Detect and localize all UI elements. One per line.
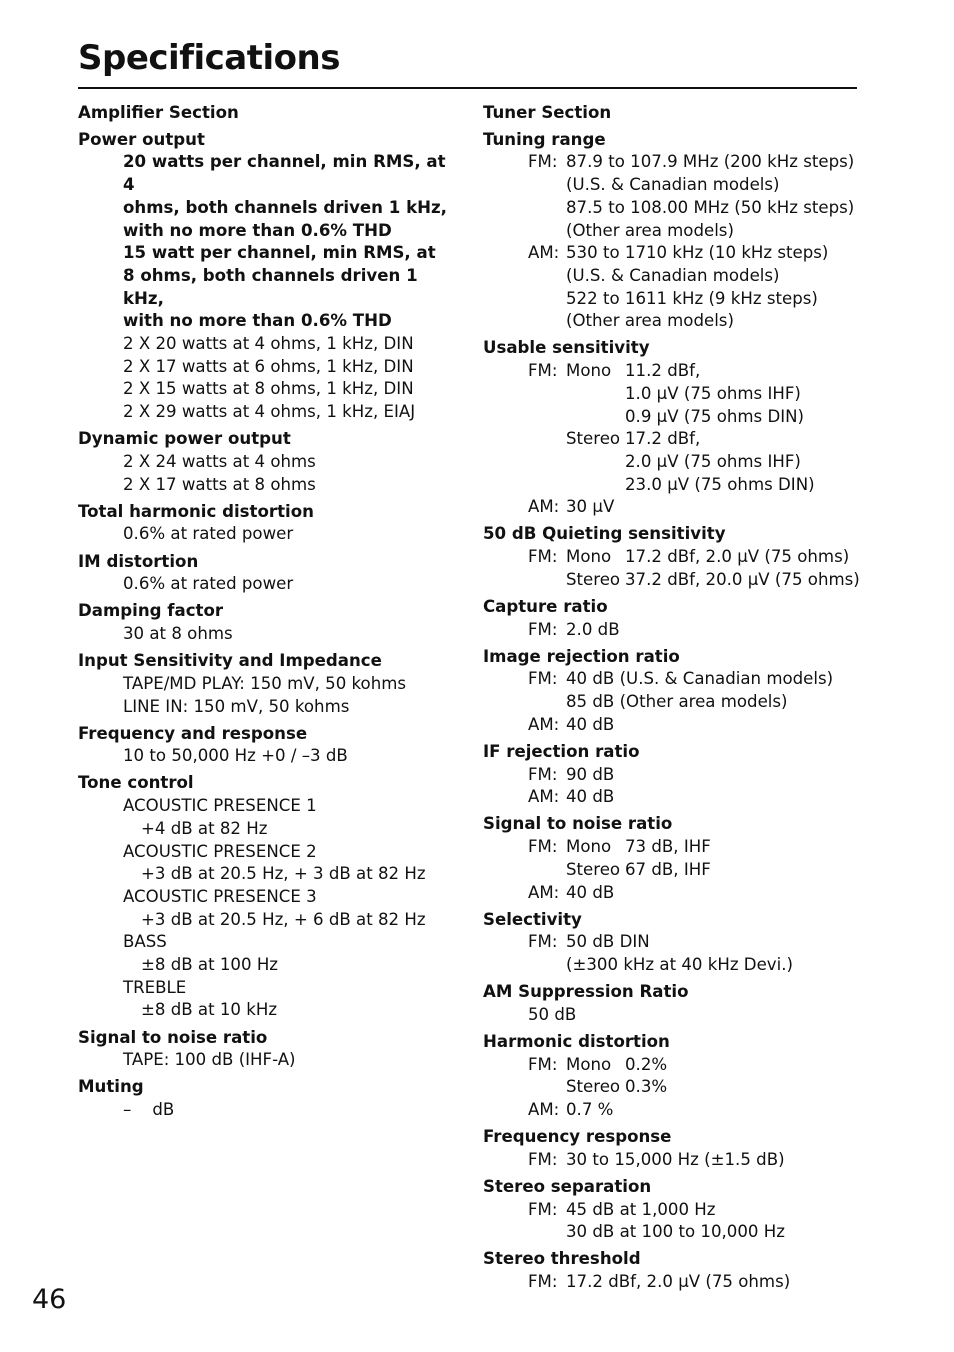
spec-heading: Power output xyxy=(78,129,205,149)
spec-value: with no more than 0.6% THD xyxy=(123,311,392,331)
spec-value: 37.2 dBf, 20.0 µV (75 ohms) xyxy=(625,569,860,589)
spec-value: 40 dB xyxy=(566,882,615,902)
spec-value: – dB xyxy=(123,1100,175,1120)
band-label: AM: xyxy=(528,1100,560,1120)
spec-value: (Other area models) xyxy=(566,311,734,331)
spec-value: 50 dB xyxy=(528,1004,577,1024)
band-label: FM: xyxy=(528,152,558,172)
spec-muting xyxy=(78,1076,458,1121)
spec-value: 10 to 50,000 Hz +0 / –3 dB xyxy=(123,746,348,766)
spec-tuner-signal-noise xyxy=(483,813,883,904)
spec-row xyxy=(483,1054,883,1077)
spec-row xyxy=(483,151,883,174)
band-label: FM: xyxy=(528,619,558,639)
spec-value: 30 to 15,000 Hz (±1.5 dB) xyxy=(566,1149,785,1169)
spec-value: (U.S. & Canadian models) xyxy=(566,175,780,195)
spec-value: 87.5 to 108.00 MHz (50 kHz steps) xyxy=(566,197,855,217)
spec-value: (Other area models) xyxy=(566,220,734,240)
spec-usable-sensitivity xyxy=(483,337,883,519)
spec-row xyxy=(483,764,883,787)
spec-value: +4 dB at 82 Hz xyxy=(141,818,268,838)
spec-value: 2.0 dB xyxy=(566,619,620,639)
tuner-section xyxy=(483,102,883,1298)
band-label: AM: xyxy=(528,243,560,263)
spec-value: 30 at 8 ohms xyxy=(123,624,233,644)
spec-row xyxy=(483,931,883,954)
spec-value: ACOUSTIC PRESENCE 1 xyxy=(123,796,317,816)
band-label: FM: xyxy=(528,669,558,689)
spec-value: 73 dB, IHF xyxy=(625,837,711,857)
band-label: FM: xyxy=(528,1054,558,1074)
spec-value: 67 dB, IHF xyxy=(625,859,711,879)
spec-value: 2 X 29 watts at 4 ohms, 1 kHz, EIAJ xyxy=(123,402,416,422)
spec-row xyxy=(483,496,883,519)
spec-value: LINE IN: 150 mV, 50 kohms xyxy=(123,696,350,716)
spec-value: 1.0 µV (75 ohms IHF) xyxy=(625,383,801,403)
spec-value: BASS xyxy=(123,932,167,952)
page-title: Specifications xyxy=(78,38,340,78)
spec-row xyxy=(483,836,883,859)
spec-row xyxy=(483,428,883,451)
spec-value: 530 to 1710 kHz (10 kHz steps) xyxy=(566,243,829,263)
spec-row xyxy=(483,714,883,737)
spec-heading: Capture ratio xyxy=(483,596,608,616)
spec-value: 2 X 24 watts at 4 ohms xyxy=(123,451,316,471)
band-label: AM: xyxy=(528,497,560,517)
spec-harmonic-distortion xyxy=(483,1031,883,1122)
spec-heading: Total harmonic distortion xyxy=(78,501,314,521)
spec-value: +3 dB at 20.5 Hz, + 6 dB at 82 Hz xyxy=(141,909,426,929)
spec-heading: AM Suppression Ratio xyxy=(483,982,689,1002)
mode-label: Stereo xyxy=(566,1077,621,1097)
spec-value: TREBLE xyxy=(123,977,187,997)
spec-dynamic-power xyxy=(78,428,458,496)
spec-value: 8 ohms, both channels driven 1 kHz, xyxy=(123,265,418,308)
spec-heading: IF rejection ratio xyxy=(483,741,640,761)
band-label: FM: xyxy=(528,1199,558,1219)
spec-value: (U.S. & Canadian models) xyxy=(566,265,780,285)
spec-value: 2 X 20 watts at 4 ohms, 1 kHz, DIN xyxy=(123,334,414,354)
spec-row xyxy=(483,668,883,691)
spec-im-distortion xyxy=(78,551,458,596)
spec-heading: 50 dB Quieting sensitivity xyxy=(483,524,726,544)
spec-row xyxy=(483,1271,883,1294)
spec-value: +3 dB at 20.5 Hz, + 3 dB at 82 Hz xyxy=(141,864,426,884)
spec-heading: Harmonic distortion xyxy=(483,1031,670,1051)
spec-row xyxy=(483,1199,883,1222)
spec-signal-noise xyxy=(78,1027,458,1072)
spec-heading: Signal to noise ratio xyxy=(483,814,673,834)
spec-value: 23.0 µV (75 ohms DIN) xyxy=(625,474,815,494)
spec-value: with no more than 0.6% THD xyxy=(123,220,392,240)
band-label: FM: xyxy=(528,764,558,784)
spec-row xyxy=(483,360,883,383)
spec-heading: Muting xyxy=(78,1077,144,1097)
spec-heading: Tone control xyxy=(78,773,194,793)
spec-heading: Signal to noise ratio xyxy=(78,1027,268,1047)
spec-value: 50 dB DIN xyxy=(566,932,650,952)
spec-value: 40 dB xyxy=(566,787,615,807)
band-label: AM: xyxy=(528,787,560,807)
spec-value: ACOUSTIC PRESENCE 3 xyxy=(123,886,317,906)
spec-stereo-separation xyxy=(483,1176,883,1244)
spec-heading: Frequency and response xyxy=(78,723,308,743)
spec-value: 15 watt per channel, min RMS, at xyxy=(123,243,436,263)
spec-value: 17.2 dBf, xyxy=(625,429,701,449)
mode-label: Mono xyxy=(566,361,612,381)
spec-value: ±8 dB at 10 kHz xyxy=(141,1000,278,1020)
spec-heading: Dynamic power output xyxy=(78,429,291,449)
spec-value: (±300 kHz at 40 kHz Devi.) xyxy=(566,955,793,975)
spec-heading: Stereo separation xyxy=(483,1176,652,1196)
spec-value: TAPE/MD PLAY: 150 mV, 50 kohms xyxy=(123,673,407,693)
spec-row xyxy=(483,1099,883,1122)
spec-row xyxy=(483,242,883,265)
spec-value: 85 dB (Other area models) xyxy=(566,692,788,712)
spec-value: 20 watts per channel, min RMS, at 4 xyxy=(123,152,446,195)
spec-value: 2.0 µV (75 ohms IHF) xyxy=(625,451,801,471)
mode-label: Stereo xyxy=(566,859,621,879)
spec-am-suppression xyxy=(483,981,883,1026)
spec-row xyxy=(483,859,883,882)
spec-row xyxy=(483,1149,883,1172)
spec-value: 45 dB at 1,000 Hz xyxy=(566,1199,716,1219)
spec-value: 17.2 dBf, 2.0 µV (75 ohms) xyxy=(625,547,850,567)
spec-value: 522 to 1611 kHz (9 kHz steps) xyxy=(566,288,818,308)
spec-tuner-frequency-response xyxy=(483,1126,883,1171)
spec-row xyxy=(483,569,883,592)
spec-value: TAPE: 100 dB (IHF-A) xyxy=(123,1050,296,1070)
spec-tone-control xyxy=(78,772,458,1022)
mode-label: Mono xyxy=(566,1054,612,1074)
spec-value: ACOUSTIC PRESENCE 2 xyxy=(123,841,317,861)
spec-heading: Tuning range xyxy=(483,129,606,149)
band-label: AM: xyxy=(528,714,560,734)
spec-image-rejection xyxy=(483,646,883,737)
mode-label: Mono xyxy=(566,547,612,567)
spec-value: 90 dB xyxy=(566,764,615,784)
spec-row xyxy=(483,619,883,642)
spec-value: 40 dB xyxy=(566,714,615,734)
band-label: FM: xyxy=(528,361,558,381)
spec-heading: Frequency response xyxy=(483,1127,672,1147)
band-label: FM: xyxy=(528,1149,558,1169)
spec-power-output xyxy=(78,129,458,424)
spec-value: 2 X 17 watts at 6 ohms, 1 kHz, DIN xyxy=(123,356,414,376)
spec-stereo-threshold xyxy=(483,1248,883,1293)
spec-row xyxy=(483,786,883,809)
spec-value: 17.2 dBf, 2.0 µV (75 ohms) xyxy=(566,1272,791,1292)
spec-value: ohms, both channels driven 1 kHz, xyxy=(123,197,447,217)
spec-value: 0.9 µV (75 ohms DIN) xyxy=(625,406,805,426)
spec-value: 30 dB at 100 to 10,000 Hz xyxy=(566,1222,785,1242)
spec-heading: IM distortion xyxy=(78,551,199,571)
spec-value: 2 X 15 watts at 8 ohms, 1 kHz, DIN xyxy=(123,379,414,399)
spec-value: 2 X 17 watts at 8 ohms xyxy=(123,474,316,494)
spec-heading: Usable sensitivity xyxy=(483,338,650,358)
page-number: 46 xyxy=(32,1284,67,1315)
spec-thd xyxy=(78,501,458,546)
mode-label: Stereo xyxy=(566,569,621,589)
band-label: FM: xyxy=(528,932,558,952)
band-label: FM: xyxy=(528,547,558,567)
spec-input-sensitivity xyxy=(78,650,458,718)
band-label: AM: xyxy=(528,882,560,902)
band-label: FM: xyxy=(528,837,558,857)
mode-label: Mono xyxy=(566,837,612,857)
spec-heading: Image rejection ratio xyxy=(483,646,680,666)
spec-row xyxy=(483,1076,883,1099)
spec-value: ±8 dB at 100 Hz xyxy=(141,955,279,975)
spec-heading: Input Sensitivity and Impedance xyxy=(78,651,382,671)
amplifier-section xyxy=(78,102,458,1126)
spec-capture-ratio xyxy=(483,596,883,641)
spec-value: 0.7 % xyxy=(566,1100,614,1120)
section-heading: Tuner Section xyxy=(483,103,612,122)
band-label: FM: xyxy=(528,1272,558,1292)
spec-heading: Damping factor xyxy=(78,601,224,621)
spec-if-rejection xyxy=(483,741,883,809)
spec-value: 11.2 dBf, xyxy=(625,361,701,381)
spec-value: 0.6% at rated power xyxy=(123,524,294,544)
spec-value: 30 µV xyxy=(566,497,615,517)
spec-value: 0.6% at rated power xyxy=(123,574,294,594)
spec-frequency-response xyxy=(78,723,458,768)
mode-label: Stereo xyxy=(566,429,621,449)
spec-damping-factor xyxy=(78,600,458,645)
spec-value: 87.9 to 107.9 MHz (200 kHz steps) xyxy=(566,152,855,172)
title-rule xyxy=(78,87,857,89)
spec-row xyxy=(483,882,883,905)
spec-quieting-sensitivity xyxy=(483,523,883,591)
spec-selectivity xyxy=(483,909,883,977)
spec-heading: Stereo threshold xyxy=(483,1249,641,1269)
spec-value: 0.2% xyxy=(625,1054,668,1074)
spec-value: 0.3% xyxy=(625,1077,668,1097)
section-heading: Amplifier Section xyxy=(78,103,239,122)
spec-value: 40 dB (U.S. & Canadian models) xyxy=(566,669,834,689)
spec-heading: Selectivity xyxy=(483,909,582,929)
spec-tuning-range xyxy=(483,129,883,333)
spec-row xyxy=(483,546,883,569)
